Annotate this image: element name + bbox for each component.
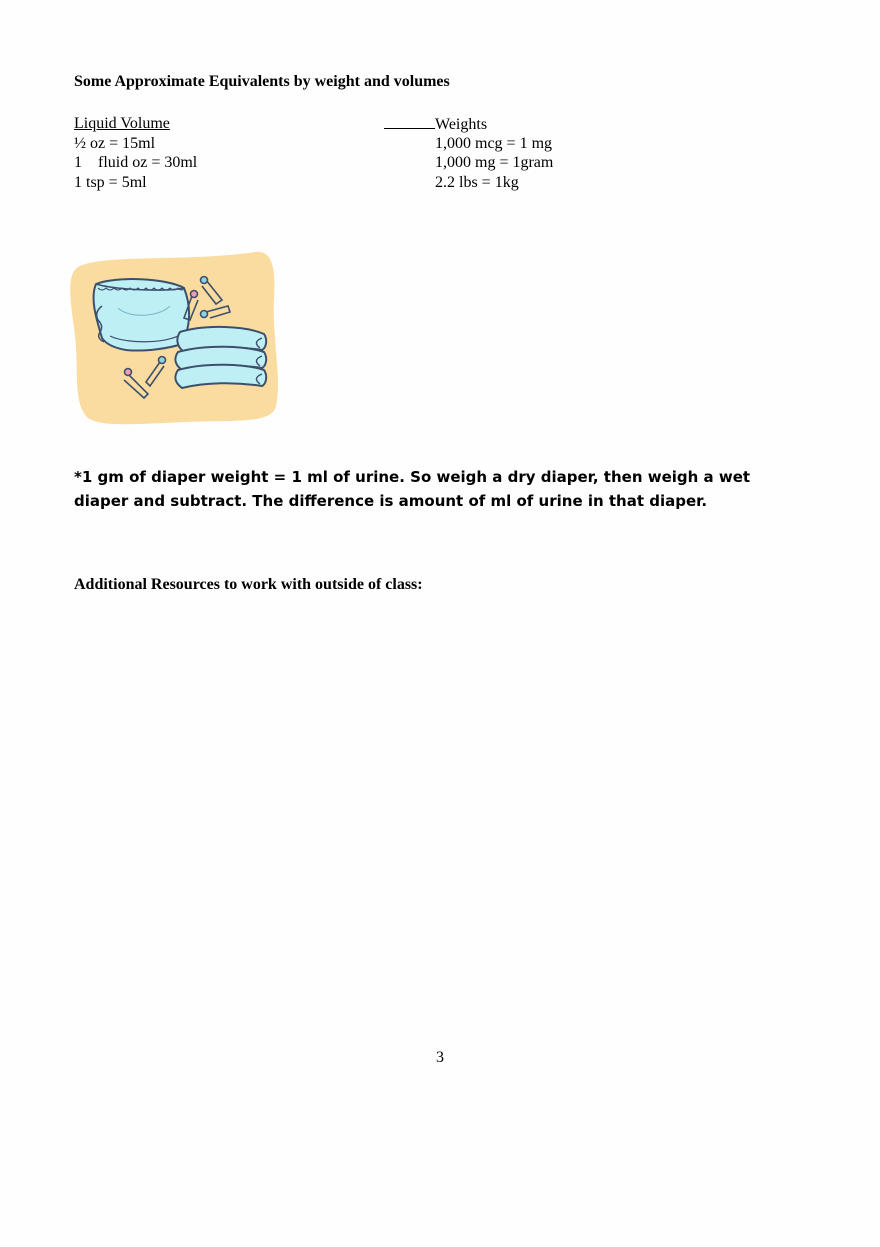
- weights-column: [384, 114, 553, 192]
- note-line: diaper and subtract. The difference is amount of ml of urine in that diaper.: [74, 492, 708, 510]
- resources-heading: Additional Resources to work with outside of class:: [74, 576, 423, 593]
- page-number: 3: [436, 1049, 444, 1066]
- liquid-volume-row-text: fluid oz = 30ml: [98, 154, 198, 171]
- page-heading: Some Approximate Equivalents by weight and volumes: [74, 73, 450, 90]
- liquid-volume-header: Liquid Volume: [74, 115, 170, 132]
- diaper-weight-note: [74, 465, 814, 513]
- liquid-volume-row-number: 1: [74, 154, 82, 171]
- liquid-volume-row: 1 tsp = 5ml: [74, 173, 147, 191]
- weights-row: 1,000 mg = 1gram: [435, 154, 554, 171]
- note-line: *1 gm of diaper weight = 1 ml of urine. So weigh a dry diaper, then weigh a wet: [74, 468, 751, 486]
- weights-row: 1,000 mcg = 1 mg: [435, 134, 553, 152]
- folded-diapers-icon: [175, 327, 266, 388]
- liquid-volume-row: ½ oz = 15ml: [74, 134, 156, 152]
- weights-header-row: [384, 114, 553, 134]
- header-underline-rule: [384, 114, 435, 129]
- liquid-volume-column: [74, 114, 197, 192]
- diaper-icon: [94, 279, 190, 350]
- weights-row: 2.2 lbs = 1kg: [435, 173, 519, 191]
- weights-header: Weights: [435, 116, 488, 133]
- liquid-volume-row: [74, 153, 197, 173]
- diaper-and-safety-pins-illustration: [66, 248, 282, 426]
